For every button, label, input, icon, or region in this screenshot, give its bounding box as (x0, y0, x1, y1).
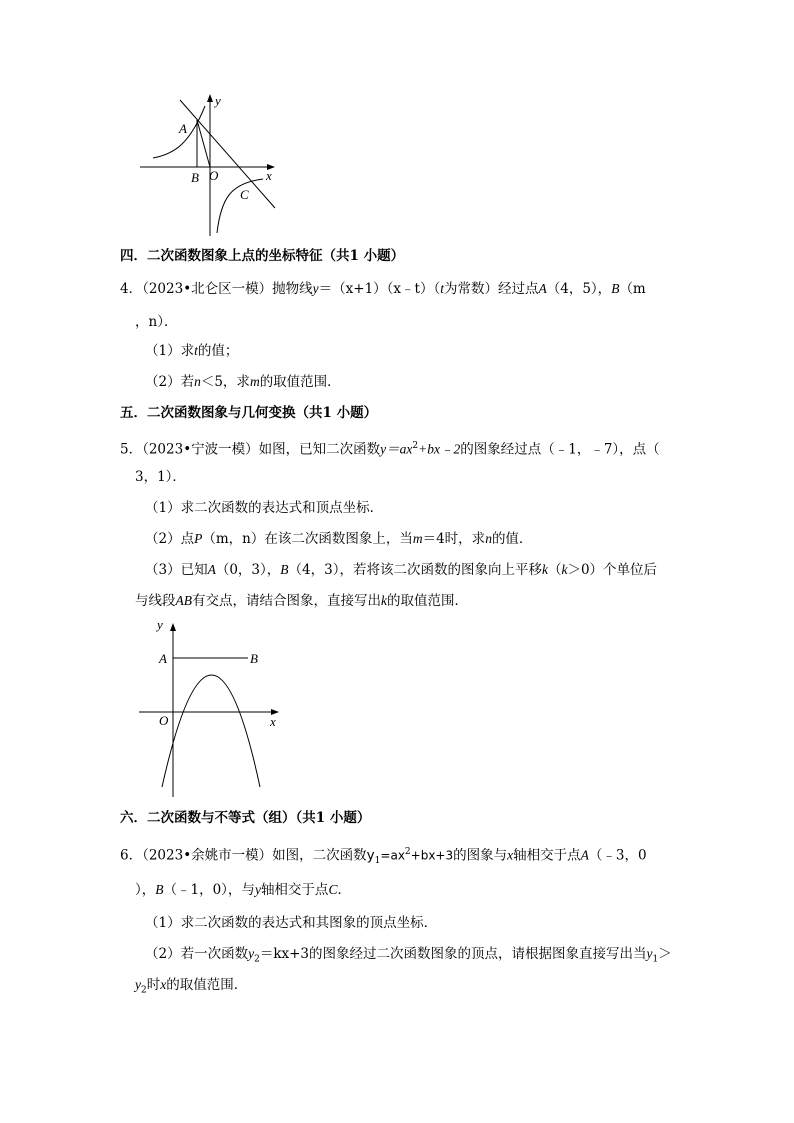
q5-part2-post: 的值． (491, 531, 533, 547)
q4-part2-mid: ＜5，求 (200, 374, 250, 390)
q6-line1 (120, 843, 647, 870)
q4-part1-pre: （1）求 (145, 343, 195, 359)
q6-prefix: 6．（2023•余姚市一模）如图，二次函数 (120, 847, 367, 864)
q6-part1: （1）求二次函数的表达式和其图象的顶点坐标． (145, 915, 438, 931)
q4-const-text: 为常数）经过点 (444, 281, 539, 297)
q5-part3-l2-post: 的取值范围． (387, 593, 468, 609)
q5-part2-mid: （m，n）在该二次函数图象上，当 (202, 531, 413, 547)
q6-x: x (507, 847, 514, 863)
q6-part2-gt: ＞ (658, 946, 672, 962)
q4-prefix: 4．（2023•北仑区一模）抛物线 (120, 281, 313, 297)
q6-part2-sub: 2 (254, 954, 260, 965)
q5-prefix: 5．（2023•宁波一模）如图，已知二次函数 (120, 441, 381, 458)
q4-part2 (145, 373, 341, 391)
q5-func2: +bx﹣2 (418, 441, 461, 457)
q6-post2: 轴相交于点 (513, 847, 581, 864)
q5-part3-k2: k (561, 562, 568, 577)
q4-line1 (120, 280, 646, 298)
fig2-label-B: B (250, 651, 258, 666)
section-4-title: 四．二次函数图象上点的坐标特征（共1 小题） (120, 248, 405, 264)
q5-line2: 3，1）． (135, 469, 186, 485)
q6-func2: =ax (380, 848, 405, 863)
figure-hyperbola-line (135, 88, 285, 238)
q5-part3-k3: k (381, 593, 387, 608)
q4-part2-post: 的取值范围． (259, 374, 341, 390)
q5-part3-pre: （3）已知 (145, 562, 208, 578)
q6-l2-mid: （﹣1，0），与 (163, 882, 255, 898)
q5-part3-l2-pre: 与线段 (135, 593, 176, 609)
q5-part3 (145, 561, 657, 579)
q4-t: t (440, 281, 444, 296)
fig2-label-y: y (157, 617, 163, 632)
q5-part3-AB: AB (175, 593, 192, 608)
q4-part1-post: 的值； (197, 343, 239, 359)
q6-part2-sub1: 1 (652, 954, 659, 965)
q6-l2-mid2: 轴相交于点 (260, 882, 329, 898)
q5-part2-mid2: ＝4时，求 (422, 531, 486, 547)
q4-part1 (145, 342, 238, 360)
q5-part2-m: m (412, 531, 423, 546)
q5-part3-mid3: （ (547, 562, 562, 578)
q6-l3-mid: 时 (146, 977, 161, 993)
q4-A: A (538, 281, 547, 296)
q6-part2 (145, 945, 672, 969)
section-6-title: 六．二次函数与不等式（组）（共1 小题） (120, 810, 371, 826)
q6-l3-post: 的取值范围． (166, 977, 248, 993)
section-5-title: 五．二次函数图象与几何变换（共1 小题） (120, 405, 378, 421)
q6-part2-y2: y (248, 946, 255, 961)
q6-post: 的图象与 (453, 847, 508, 864)
fig1-label-C: C (240, 187, 249, 202)
q5-part3-l2-mid: 有交点，请结合图象，直接写出 (192, 593, 381, 609)
q6-l2-pre: ）， (135, 882, 156, 898)
fig1-label-y: y (215, 93, 221, 108)
q6-part2-pre: （2）若一次函数 (145, 946, 249, 962)
q5-part3-A: A (207, 562, 216, 577)
fig1-label-A: A (179, 121, 187, 136)
q5-part3-k: k (541, 562, 548, 577)
q6-B: B (155, 882, 164, 897)
q5-func: y＝ax (380, 441, 413, 457)
q4-part2-n: n (194, 374, 201, 389)
q5-part2 (145, 530, 532, 548)
fig1-label-B: B (191, 170, 199, 185)
q6-part2-post: 的图象经过二次函数图象的顶点，请根据图象直接写出当 (309, 946, 647, 962)
q6-part2-y1: y (646, 946, 653, 961)
fig2-label-x: x (270, 714, 276, 729)
q5-part3-post: ＞0）个单位后 (567, 562, 658, 578)
q5-part3-mid: （0，3）， (215, 562, 281, 578)
fig2-label-A: A (159, 651, 167, 666)
q5-part3-mid2: （4，3），若将该二次函数的图象向上平移 (288, 562, 542, 578)
q4-line2: ，n）． (135, 314, 178, 330)
q6-sub1: 1 (374, 856, 381, 867)
q4-B-coords: （m (619, 281, 646, 297)
q6-A-coords: （﹣3，0 (588, 847, 647, 864)
q6-y: y (254, 882, 261, 897)
q4-expr: ＝（x+1）（x﹣t）（ (318, 281, 441, 297)
q5-sup: 2 (412, 441, 419, 451)
q5-part1: （1）求二次函数的表达式和顶点坐标． (145, 500, 384, 516)
q6-C: C (328, 882, 338, 897)
q6-func3: +bx+3 (410, 848, 454, 863)
q5-part3-B: B (280, 562, 289, 577)
q4-part2-m: m (249, 374, 260, 389)
q4-part1-var: t (194, 343, 198, 358)
q6-l3-sub: 2 (141, 985, 147, 996)
fig1-label-x: x (266, 168, 272, 183)
q6-part2-eq: ＝kx+3 (259, 946, 310, 962)
q6-line2 (135, 881, 351, 899)
q6-sup: 2 (404, 847, 411, 857)
q5-part2-P: P (194, 531, 203, 546)
figure-parabola (135, 615, 290, 800)
q4-part2-pre: （2）若 (145, 374, 195, 390)
q5-post: 的图象经过点（﹣1，﹣7），点（ (460, 441, 660, 458)
q6-l3-x: x (160, 977, 167, 992)
q6-part2-line2 (135, 976, 247, 1000)
fig2-label-O: O (159, 713, 169, 728)
q6-func-y: y (366, 847, 375, 864)
q4-A-coords: （4，5）， (546, 281, 612, 297)
fig1-label-O: O (209, 168, 219, 183)
q5-part3-line2 (135, 592, 468, 610)
q6-l2-post: ． (337, 882, 351, 898)
q4-y: y (312, 281, 319, 296)
q6-l3-y: y (135, 977, 141, 992)
q6-A: A (580, 847, 589, 863)
q5-part2-pre: （2）点 (145, 531, 195, 547)
q5-part2-n: n (485, 531, 492, 546)
q4-B: B (611, 281, 620, 296)
q5-line1 (120, 437, 660, 459)
